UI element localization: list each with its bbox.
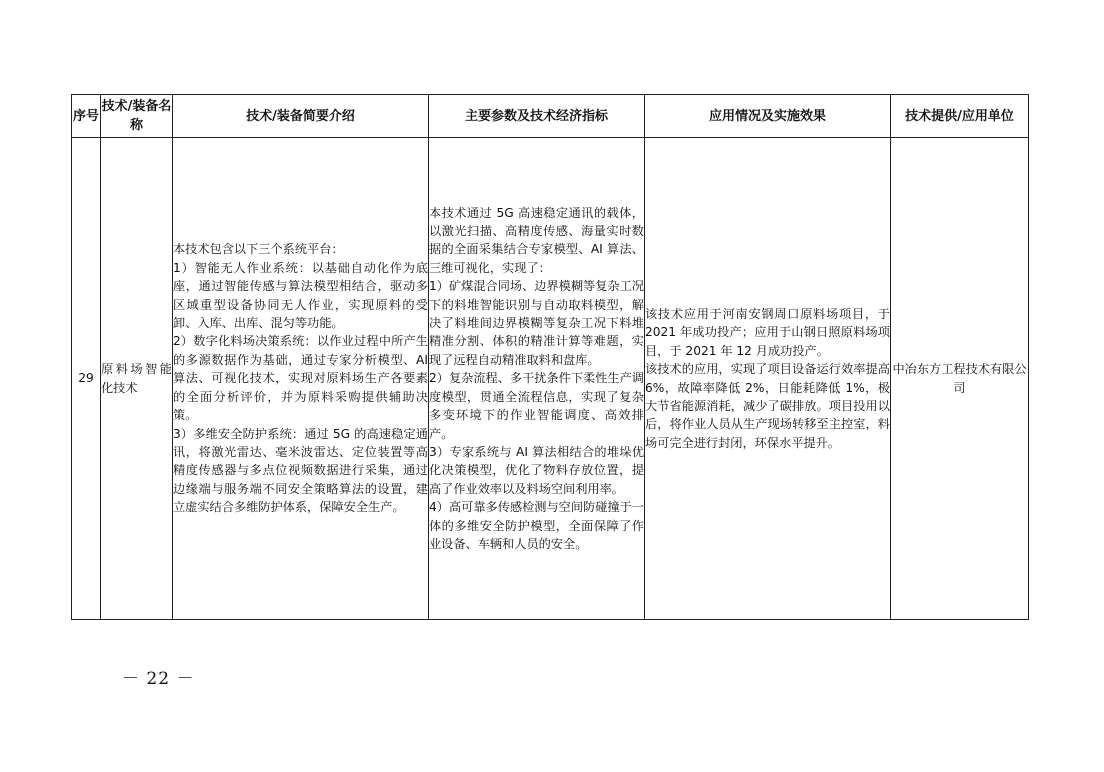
cell-params: [429, 138, 645, 620]
page-number: － 22 －: [122, 669, 195, 689]
header-params: 主要参数及技术经济指标: [429, 95, 645, 138]
params-paragraph: 本技术通过 5G 高速稳定通讯的载体，以激光扫描、高精度传感、海量实时数据的全面采集结合专家模型、AI 算法、三维可视化，实现了：: [429, 205, 644, 275]
cell-intro: [173, 138, 429, 620]
technology-table: [71, 94, 1029, 620]
intro-paragraph: 1）智能无人作业系统：以基础自动化作为底座，通过智能传感与算法模型相结合，驱动多区域重型设备协同无人作业，实现原料的受卸、入库、出库、混匀等功能。: [173, 260, 428, 331]
header-provider: 技术提供/应用单位: [891, 95, 1029, 138]
params-paragraph: 3）专家系统与 AI 算法相结合的堆垛优化决策模型，优化了物料存放位置，提高了作业效率以及料场空间利用率。: [429, 444, 644, 496]
header-name: 技术/装备名称: [101, 95, 173, 138]
params-paragraph: 4）高可靠多传感检测与空间防碰撞于一体的多维安全防护模型，全面保障了作业设备、车辆和人员的安全。: [429, 500, 644, 551]
table-header-row: [72, 95, 1029, 138]
table-row: [72, 138, 1029, 620]
header-seq: 序号: [72, 95, 101, 138]
intro-paragraph: 3）多维安全防护系统：通过 5G 的高速稳定通讯，将激光雷达、毫米波雷达、定位装置等高精度传感器与多点位视频数据进行采集，通过边缘端与服务端不同安全策略算法的设置，建立虚实结合多维防护体系，保障安全生产。: [173, 426, 428, 515]
params-paragraph: 2）复杂流程、多干扰条件下柔性生产调度模型，贯通全流程信息，实现了复杂多变环境下的作业智能调度、高效排产。: [429, 371, 644, 441]
cell-application: [645, 138, 891, 620]
cell-provider: 中冶东方工程技术有限公司: [891, 138, 1029, 620]
application-paragraph: 该技术的应用，实现了项目设备运行效率提高 6%，故障率降低 2%，日能耗降低 1%，极大节省能源消耗，减少了碳排放。项目投用以后，将作业人员从生产现场转移至主控室，料场可完全进行封闭，环保水平提升。: [645, 362, 890, 450]
intro-paragraph: 2）数字化料场决策系统：以作业过程中所产生的多源数据作为基础，通过专家分析模型、AI 算法、可视化技术，实现对原料场生产各要素的全面分析评价，并为原料采购提供辅助决策。: [173, 334, 428, 423]
application-paragraph: 该技术应用于河南安钢周口原料场项目，于 2021 年成功投产；应用于山钢日照原料场项目，于 2021 年 12 月成功投产。: [645, 306, 890, 358]
header-intro: 技术/装备简要介绍: [173, 95, 429, 138]
cell-seq: 29: [72, 138, 101, 620]
cell-name: 原料场智能化技术: [101, 138, 173, 620]
intro-paragraph: 本技术包含以下三个系统平台：: [173, 242, 344, 257]
params-paragraph: 1）矿煤混合同场、边界模糊等复杂工况下的料堆智能识别与自动取料模型，解决了料堆间边界模糊等复杂工况下料堆精准分割、体积的精准计算等难题，实现了远程自动精准取料和盘库。: [429, 279, 644, 367]
header-application: 应用情况及实施效果: [645, 95, 891, 138]
